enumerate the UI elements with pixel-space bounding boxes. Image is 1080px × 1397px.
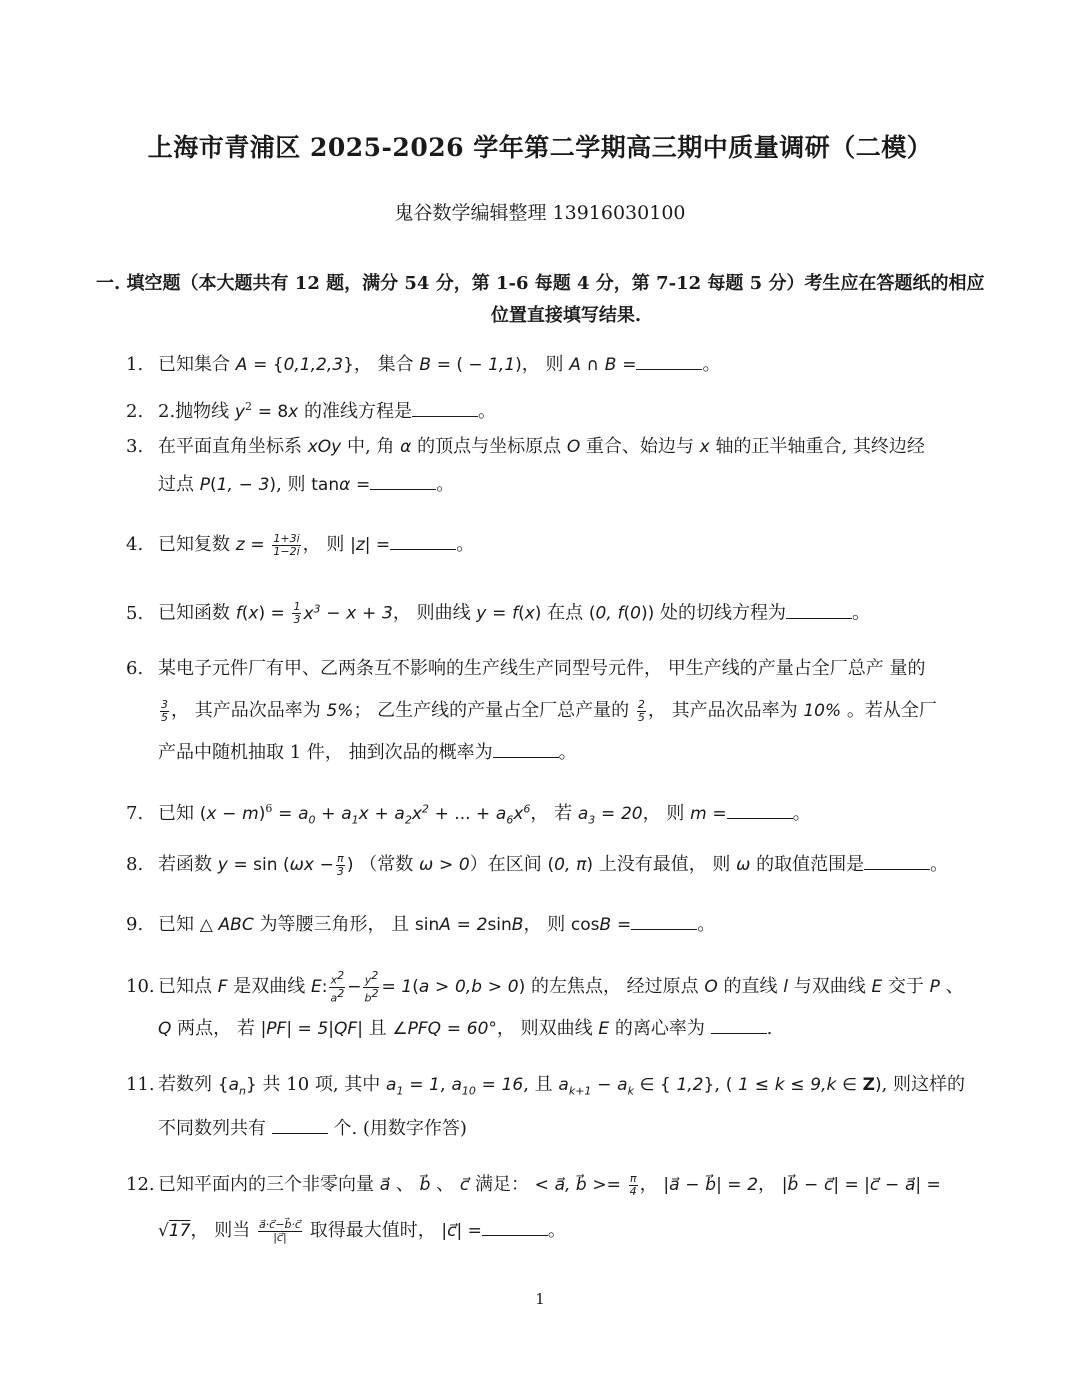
page-subtitle: 鬼谷数学编辑整理 13916030100 (394, 202, 686, 224)
answer-blank (370, 471, 436, 490)
section-header-line2: 位置直接填写结果. (490, 305, 642, 326)
question-number: 4. (126, 534, 144, 555)
question-5: 5. 已知函数 f(x) = $\frac{1}{3}$ $x^3 - x + 3$， 则曲线 y = f(x) 在点 (0, f(0)) 处的切线方程为 。 (126, 590, 996, 633)
question-10: 10. 已知点 F 是双曲线 E: $\frac{x^2}{a^2}$ − $\frac{y^2}{b^2}$ = 1(a > 0,b > 0) 的左焦点， 经过原点 O 的直线 l 与双曲线 E 交于 P 、 Q 两点， 若 |PF| = 5|QF| 且 ∠PFQ = 60°， 则双曲线 E 的离心率为 . (126, 966, 996, 1050)
question-number: 9. (126, 914, 144, 935)
question-4: 4. 已知复数 z = $\frac{1+3i}{1-2i}$ ， 则 |z| = 。 (126, 526, 996, 564)
answer-blank (711, 1015, 767, 1034)
answer-blank (727, 800, 793, 819)
question-8: 8. 若函数 y = sin (ωx − $\frac{\pi}{3}$ ) （常数 ω > 0）在区间 (0, π) 上没有最值， 则 ω 的取值范围是 。 (126, 846, 996, 884)
question-number: 5. (126, 602, 144, 624)
question-number: 11. (126, 1074, 155, 1095)
question-number: 1. (126, 354, 144, 375)
question-11: 11. 若数列 $\{a_n\}$ 共 10 项, 其中 $a_1 = 1$, $a_{10} = 16$, 且 $a_{k+1} - a_k$ ∈ { 1,2}, ( 1 ≤ k ≤ 9,k ∈ Z), 则这样的 不同数列共有 个. (用数字作答) (126, 1066, 996, 1148)
question-number: 7. (126, 803, 144, 824)
answer-blank (786, 600, 852, 619)
question-1: 1. 已知集合 A = {0,1,2,3}， 集合 B = ( − 1,1)， 则 A ∩ B = 。 (126, 346, 996, 384)
question-2: 2. 2.抛物线 $y^2 = 8x$ 的准线方程是 。 (126, 388, 996, 431)
answer-blank (412, 398, 478, 417)
answer-blank (864, 851, 930, 870)
question-number: 8. (126, 854, 144, 875)
page-number: 1 (535, 1290, 545, 1308)
question-number: 10. (126, 976, 155, 997)
question-number: 2. (126, 401, 144, 422)
answer-blank (636, 351, 702, 370)
answer-blank (272, 1115, 328, 1134)
question-number: 3. (126, 436, 144, 457)
answer-blank (493, 739, 559, 758)
question-number: 12. (126, 1174, 155, 1195)
answer-blank (482, 1217, 548, 1236)
answer-blank (390, 531, 456, 550)
question-9: 9. 已知 △ ABC 为等腰三角形， 且 sinA = 2sinB， 则 cosB = 。 (126, 906, 996, 944)
question-3: 3. 在平面直角坐标系 xOy 中, 角 α 的顶点与坐标原点 O 重合、始边与 x 轴的正半轴重合, 其终边经 过点 P(1, − 3), 则 tanα = 。 (126, 428, 996, 504)
question-7: 7. 已知 $(x - m)^6 = a_0 + a_1x + a_2x^2$ + ... + $a_6x^6$， 若 $a_3 = 20$， 则 m = 。 (126, 790, 996, 839)
page-title: 上海市青浦区 2025-2026 学年第二学期高三期中质量调研（二模） (147, 133, 933, 162)
section-header-line1: 一. 填空题（本大题共有 12 题，满分 54 分，第 1-6 每题 4 分，第 7-12 每题 5 分）考生应在答题纸的相应 (96, 273, 985, 294)
question-6: 6. 某电子元件厂有甲、乙两条互不影响的生产线生产同型号元件， 甲生产线的产量占全厂总产 量的 $\frac{3}{5}$ ， 其产品次品率为 5%； 乙生产线的产量占全厂总产量的 $\frac{2}{5}$ ， 其产品次品率为 10% 。若从全厂 产品中随机抽取 1 件， 抽到次品的概率为 。 (126, 648, 996, 774)
section-header (96, 268, 996, 332)
answer-blank (631, 911, 697, 930)
question-12: 12. 已知平面内的三个非零向量 a⃗ 、 b⃗ 、 c⃗ 满足： < a⃗, b⃗ >= $\frac{\pi}{4}$ ， |a⃗ − b⃗| = 2， |b⃗ − c⃗| = |c⃗ − a⃗| = √17， 则当 $\frac{a⃗\cdot c⃗-b⃗\cdot c⃗}{|c⃗|}$ 取得最大值时， |c⃗| = 。 (126, 1162, 996, 1254)
question-number: 6. (126, 658, 144, 679)
